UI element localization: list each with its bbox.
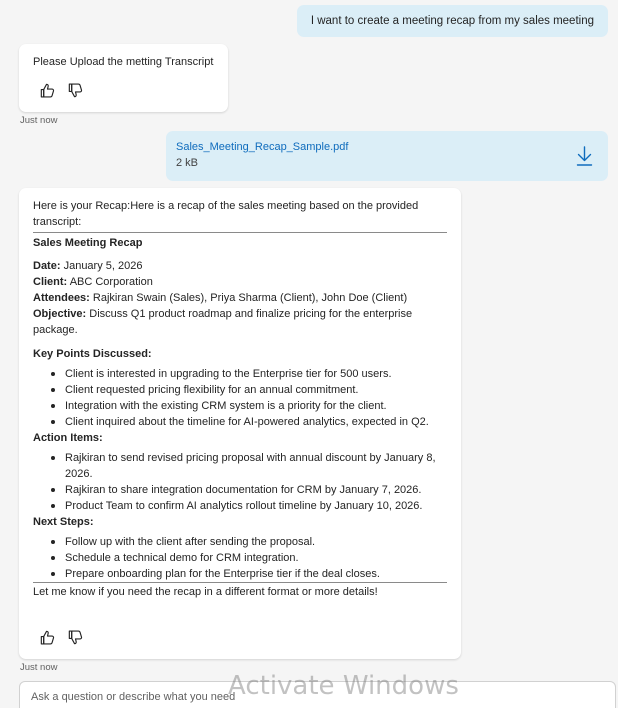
next-steps-list <box>33 534 447 582</box>
list-item: Client requested pricing flexibility for an annual commitment. <box>51 382 447 398</box>
divider <box>33 232 447 233</box>
thumbs-up-icon[interactable] <box>38 628 57 647</box>
activate-windows-watermark: Activate Windows <box>228 671 459 701</box>
recap-objective: Objective: Discuss Q1 product roadmap and finalize pricing for the enterprise package. <box>33 308 413 336</box>
recap-client: Client: ABC Corporation <box>33 276 153 288</box>
file-attachment[interactable] <box>166 131 608 181</box>
list-item: Schedule a technical demo for CRM integration. <box>51 550 447 566</box>
recap-content <box>33 235 447 600</box>
user-message-text: I want to create a meeting recap from my sales meeting <box>310 15 594 27</box>
chat-composer[interactable] <box>19 681 616 708</box>
list-item: Follow up with the client after sending the proposal. <box>51 534 447 550</box>
bot-message-recap <box>19 188 461 659</box>
action-items-list <box>33 450 447 514</box>
recap-intro: Here is your Recap:Here is a recap of the sales meeting based on the provided transcript: <box>33 200 419 228</box>
list-item: Integration with the existing CRM system is a priority for the client. <box>51 398 447 414</box>
bot-message-upload-request <box>19 44 228 112</box>
bot-message-text: Please Upload the metting Transcript <box>33 56 214 68</box>
recap-outro: Let me know if you need the recap in a different format or more details! <box>33 586 378 598</box>
user-message <box>297 5 608 37</box>
recap-attendees: Attendees: Rajkiran Swain (Sales), Priya Sharma (Client), John Doe (Client) <box>33 292 408 304</box>
divider <box>33 582 447 583</box>
list-item: Product Team to confirm AI analytics rollout timeline by January 10, 2026. <box>51 498 447 514</box>
action-items-heading: Action Items: <box>33 432 103 444</box>
key-points-heading: Key Points Discussed: <box>33 348 152 360</box>
next-steps-heading: Next Steps: <box>33 516 94 528</box>
chat-input[interactable] <box>31 691 591 703</box>
file-size: 2 kB <box>176 157 199 169</box>
thumbs-down-icon[interactable] <box>66 628 85 647</box>
feedback-bar <box>38 628 85 647</box>
feedback-bar <box>38 81 85 100</box>
list-item: Rajkiran to share integration documentation for CRM by January 7, 2026. <box>51 482 447 498</box>
list-item: Prepare onboarding plan for the Enterprise tier if the deal closes. <box>51 566 447 582</box>
list-item: Rajkiran to send revised pricing proposal with annual discount by January 8, 2026. <box>51 450 447 482</box>
download-icon[interactable] <box>575 145 594 167</box>
key-points-list <box>33 366 447 430</box>
list-item: Client is interested in upgrading to the Enterprise tier for 500 users. <box>51 366 447 382</box>
thumbs-down-icon[interactable] <box>66 81 85 100</box>
thumbs-up-icon[interactable] <box>38 81 57 100</box>
recap-title: Sales Meeting Recap <box>33 237 143 249</box>
message-timestamp: Just now <box>20 115 58 126</box>
message-timestamp: Just now <box>20 662 58 673</box>
recap-date: Date: January 5, 2026 <box>33 260 143 272</box>
list-item: Client inquired about the timeline for AI-powered analytics, expected in Q2. <box>51 414 447 430</box>
file-name-link[interactable]: Sales_Meeting_Recap_Sample.pdf <box>176 141 349 153</box>
